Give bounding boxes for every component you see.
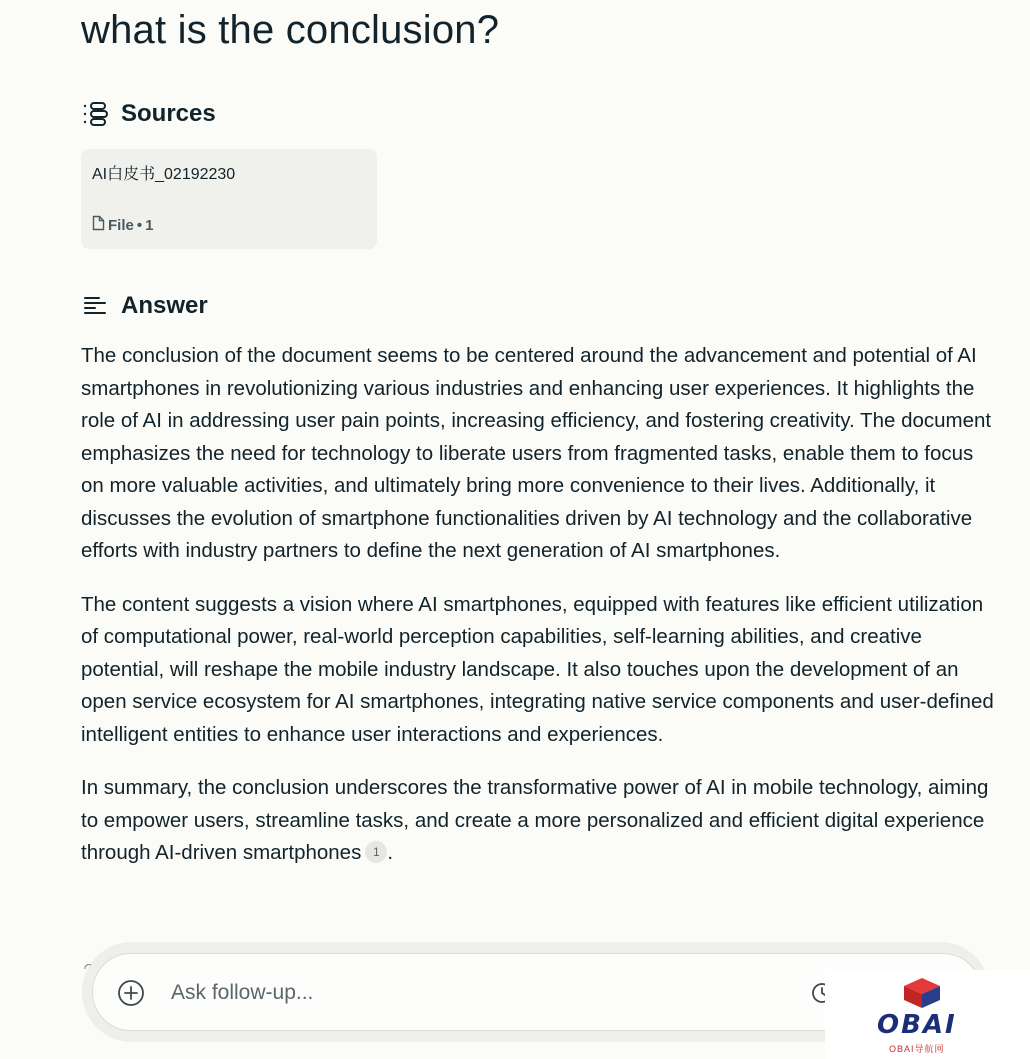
answer-lines-icon [81, 292, 109, 320]
sources-list-icon [81, 100, 109, 128]
answer-header [81, 292, 208, 320]
source-separator: • [136, 216, 143, 234]
source-title: AI白皮书_02192230 [92, 166, 236, 183]
followup-input[interactable] [169, 976, 793, 1010]
sources-heading: Sources [121, 100, 216, 127]
watermark-text: OBAI [877, 1010, 957, 1040]
watermark-logo [825, 970, 1030, 1059]
answer-paragraph: The content suggests a vision where AI smartphones, equipped with features like efficient utilization of computational power, real-world perception capabilities, self-learning abilities, and creative potential, will reshape the mobile industry landscape. It also touches upon the development of an open service ecosystem for AI smartphones, integrating native service components and user-defined intelligent entities to enhance user interactions and experiences. [81, 592, 994, 746]
answer-paragraph: The conclusion of the document seems to be centered around the advancement and potential of AI smartphones in revolutionizing various industries and enhancing user experiences. It highlights the role of AI in addressing user pain points, increasing efficiency, and fostering creativity. The document emphasizes the need for technology to liberate users from fragmented tasks, enable them to focus on more valuable activities, and ultimately bring more convenience to their lives. Additionally, it discusses the evolution of smartphone functionalities driven by AI technology and the collaborative efforts with industry partners to define the next generation of AI smartphones. [81, 344, 992, 562]
watermark-subtitle: OBAI导航网 [889, 1044, 945, 1054]
sources-header [81, 100, 216, 128]
source-type-label: File [108, 216, 134, 234]
source-card[interactable] [81, 149, 377, 249]
source-count: 1 [145, 216, 154, 234]
final-punctuation: . [387, 841, 394, 864]
answer-paragraph-final [81, 772, 999, 870]
source-meta [92, 215, 153, 235]
plus-circle-icon[interactable] [117, 979, 145, 1007]
answer-heading: Answer [121, 292, 208, 319]
citation-badge[interactable]: 1 [365, 841, 387, 863]
file-icon [92, 215, 105, 235]
answer-paragraph-text: In summary, the conclusion underscores the transformative power of AI in mobile technology, aiming to empower users, streamline tasks, and create a more personalized and efficient digital experience through AI-driven smartphones [81, 776, 989, 864]
answer-body [81, 340, 999, 891]
page-title: what is the conclusion? [81, 8, 500, 52]
partial-glyph [84, 964, 92, 972]
logo-cube-icon [900, 976, 944, 1010]
